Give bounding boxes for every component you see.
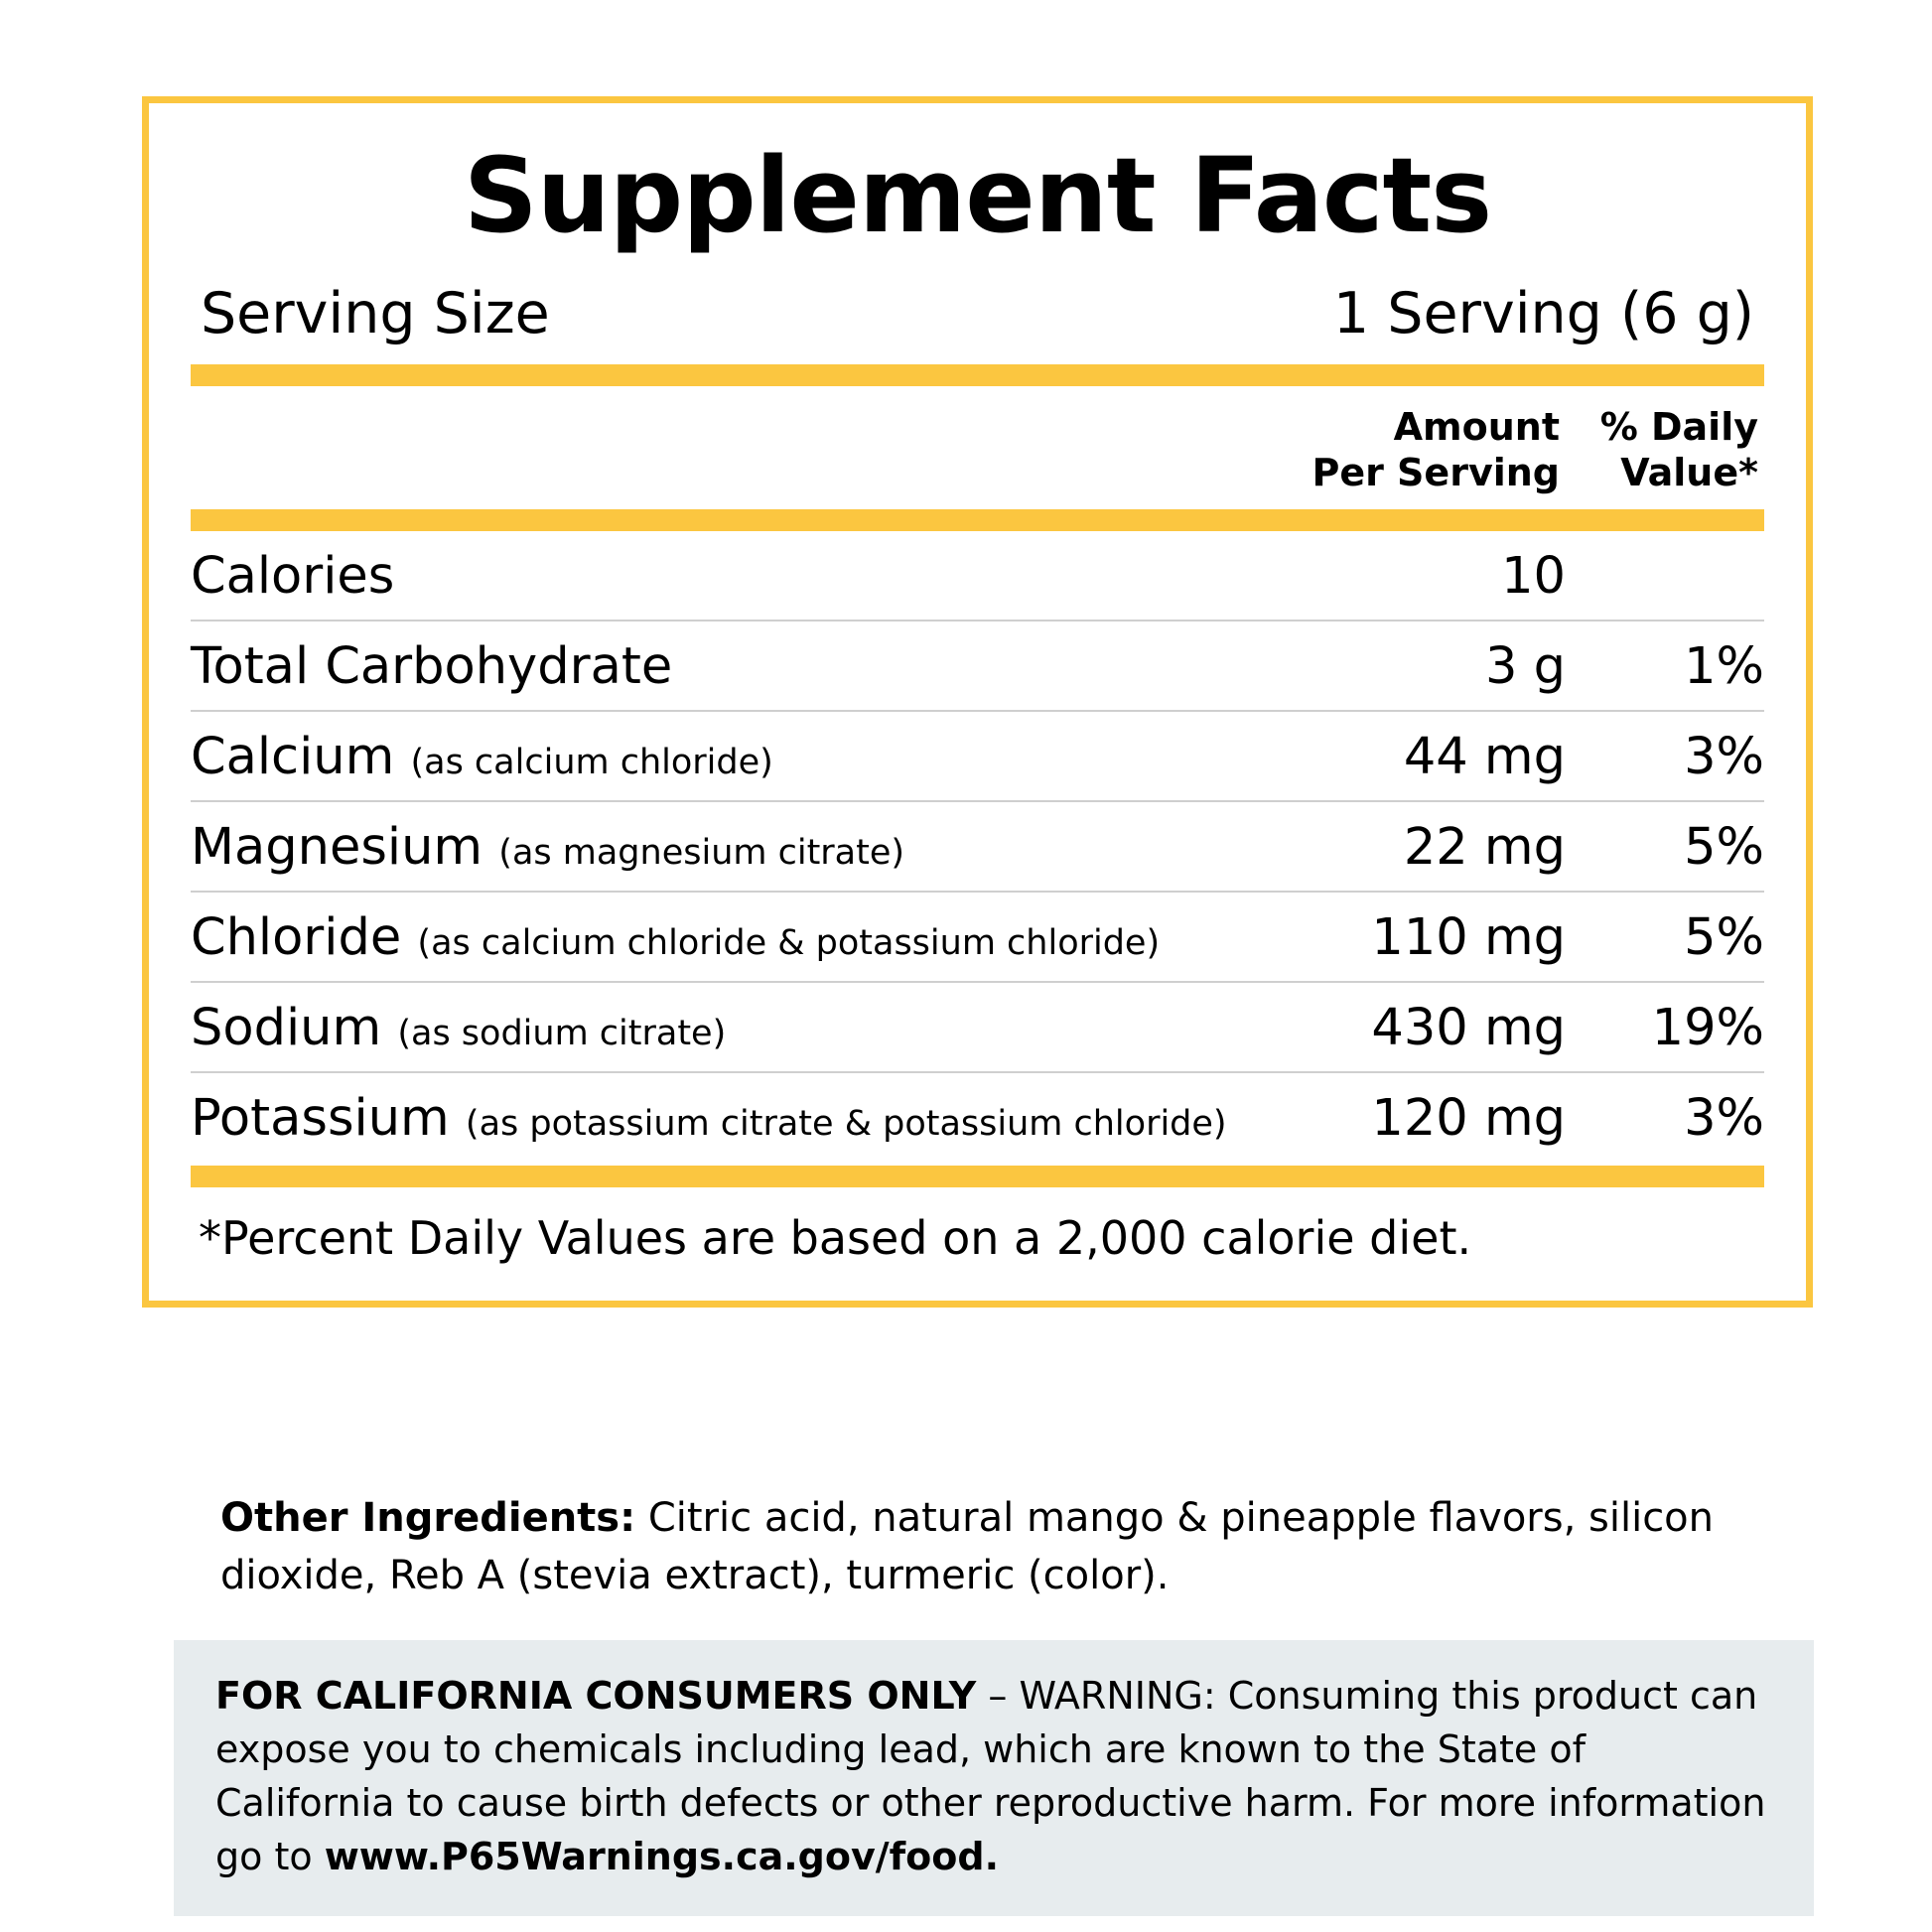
dv-header-line2: Value* bbox=[1620, 451, 1758, 495]
nutrient-name-cell bbox=[191, 1072, 1238, 1162]
nutrient-name: Calories bbox=[191, 547, 395, 607]
supplement-facts-panel bbox=[142, 96, 1813, 1308]
nutrient-name: Potassium bbox=[191, 1089, 450, 1149]
nutrient-amount: 10 bbox=[1238, 531, 1566, 621]
table-row bbox=[191, 982, 1764, 1072]
table-row bbox=[191, 531, 1764, 621]
nutrient-name-cell bbox=[191, 531, 1238, 621]
other-ingredients-text: Citric acid, natural mango & pineapple flavors, silicon dioxide, Reb A (stevia extract), turmeric (color). bbox=[220, 1495, 1715, 1598]
divider-bar-top bbox=[191, 364, 1764, 386]
california-warning-link[interactable]: www.P65Warnings.ca.gov/food. bbox=[324, 1834, 1000, 1878]
nutrient-dv: 19% bbox=[1566, 982, 1764, 1072]
nutrient-source: (as calcium chloride & potassium chloride) bbox=[417, 923, 1161, 964]
nutrient-dv: 3% bbox=[1684, 1089, 1764, 1149]
nutrient-dv: 5% bbox=[1566, 892, 1764, 982]
nutrient-name: Chloride bbox=[191, 908, 402, 968]
dv-header-line1: % Daily bbox=[1599, 404, 1758, 449]
nutrient-dv: 5% bbox=[1566, 801, 1764, 892]
column-headers bbox=[191, 386, 1764, 510]
nutrient-name-cell bbox=[191, 621, 1238, 711]
nutrient-source: (as magnesium citrate) bbox=[498, 833, 905, 874]
nutrient-amount: 110 mg bbox=[1238, 892, 1566, 982]
nutrient-source: (as sodium citrate) bbox=[397, 1014, 727, 1054]
page-title: Supplement Facts bbox=[463, 135, 1492, 256]
nutrient-amount: 430 mg bbox=[1238, 982, 1566, 1072]
nutrient-name: Total Carbohydrate bbox=[191, 637, 673, 697]
amount-header-line1: Amount bbox=[1393, 404, 1560, 449]
california-prop65-warning bbox=[174, 1640, 1814, 1916]
nutrient-amount: 44 mg bbox=[1238, 711, 1566, 801]
nutrient-dv: 1% bbox=[1566, 621, 1764, 711]
table-row bbox=[191, 801, 1764, 892]
divider-bar-header bbox=[191, 509, 1764, 531]
daily-value-footnote: *Percent Daily Values are based on a 2,000 calorie diet. bbox=[199, 1211, 1472, 1266]
amount-header-line2: Per Serving bbox=[1311, 451, 1560, 495]
serving-size-row bbox=[191, 267, 1764, 364]
nutrient-dv: 3% bbox=[1566, 711, 1764, 801]
divider-bar-bottom bbox=[191, 1166, 1764, 1187]
california-warning-heading: FOR CALIFORNIA CONSUMERS ONLY bbox=[215, 1674, 977, 1718]
nutrient-dv bbox=[1566, 531, 1764, 621]
nutrient-table bbox=[191, 531, 1764, 1162]
nutrient-amount: 22 mg bbox=[1238, 801, 1566, 892]
nutrient-amount: 120 mg bbox=[1371, 1089, 1566, 1149]
other-ingredients-label: Other Ingredients: bbox=[220, 1495, 636, 1541]
nutrient-amount: 3 g bbox=[1238, 621, 1566, 711]
nutrient-name-cell bbox=[191, 801, 1238, 892]
serving-size-value: 1 Serving (6 g) bbox=[1332, 280, 1754, 346]
table-row bbox=[191, 621, 1764, 711]
nutrient-name-cell bbox=[191, 982, 1238, 1072]
nutrient-name-cell bbox=[191, 711, 1238, 801]
other-ingredients bbox=[220, 1489, 1809, 1604]
nutrient-name: Magnesium bbox=[191, 818, 483, 878]
daily-value-header bbox=[1560, 404, 1758, 496]
nutrient-name-cell bbox=[191, 892, 1238, 982]
nutrient-source: (as calcium chloride) bbox=[410, 743, 773, 783]
amount-per-serving-header bbox=[1232, 404, 1560, 496]
nutrient-source: (as potassium citrate & potassium chloride) bbox=[465, 1104, 1227, 1145]
table-row bbox=[191, 1072, 1764, 1162]
table-row bbox=[191, 711, 1764, 801]
serving-size-label: Serving Size bbox=[201, 280, 550, 346]
california-warning-body: – WARNING: Consuming this product can expose you to chemicals including lead, which are known to the State of California to cause birth defects or other reproductive harm. For more information go to bbox=[215, 1674, 1766, 1878]
nutrient-name: Calcium bbox=[191, 728, 395, 787]
table-row bbox=[191, 892, 1764, 982]
nutrient-name: Sodium bbox=[191, 999, 382, 1058]
